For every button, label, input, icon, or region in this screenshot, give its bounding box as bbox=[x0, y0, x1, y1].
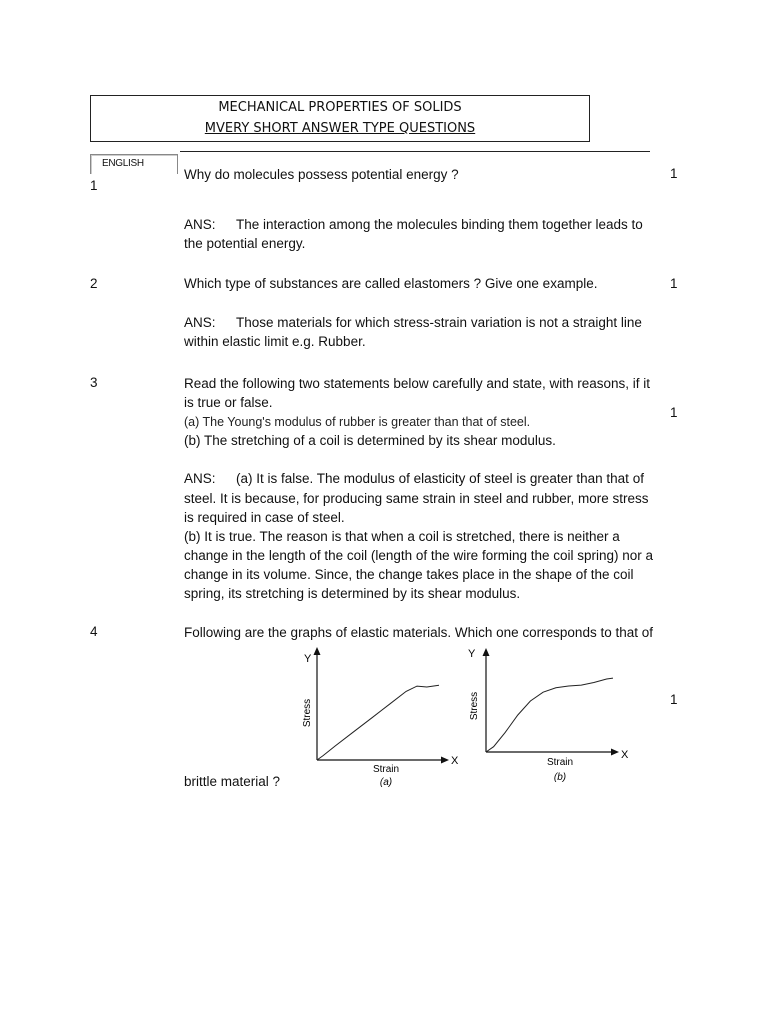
question-text: Why do molecules possess potential energy ? bbox=[184, 167, 459, 182]
chart-b-ylabel: Stress bbox=[469, 691, 480, 721]
chart-a-x-arrow bbox=[441, 757, 449, 764]
question-number: 4 bbox=[90, 624, 98, 639]
chart-b-caption: (b) bbox=[553, 772, 567, 783]
answer-text: the potential energy. bbox=[184, 236, 306, 251]
header-rule bbox=[180, 151, 650, 152]
chart-b-y-arrow bbox=[483, 648, 490, 656]
document-title: MECHANICAL PROPERTIES OF SOLIDS bbox=[218, 100, 462, 115]
question-text: Which type of substances are called elastomers ? Give one example. bbox=[184, 276, 598, 291]
chart-a-y-arrow bbox=[314, 647, 321, 655]
language-tab-label: ENGLISH bbox=[102, 158, 144, 169]
document-subtitle: MVERY SHORT ANSWER TYPE QUESTIONS bbox=[204, 121, 476, 136]
question-number: 3 bbox=[90, 375, 98, 390]
answer-text: within elastic limit e.g. Rubber. bbox=[184, 334, 366, 349]
question-text: Following are the graphs of elastic materials. Which one corresponds to that of bbox=[184, 625, 653, 640]
chart-b bbox=[468, 648, 629, 783]
answer-text: spring, its stretching is determined by its shear modulus. bbox=[184, 586, 521, 601]
chart-a bbox=[302, 647, 459, 788]
answer-text: is required in case of steel. bbox=[184, 510, 345, 525]
answer-line bbox=[184, 215, 664, 235]
answer-line bbox=[184, 313, 664, 333]
chart-a-curve bbox=[317, 685, 439, 760]
answer-text: change in the length of the coil (length of the wire forming the coil spring) nor a bbox=[184, 548, 654, 563]
answer-text: (b) It is true. The reason is that when a coil is stretched, there is neither a bbox=[184, 529, 620, 544]
answer-text: Those materials for which stress-strain variation is not a straight line bbox=[236, 315, 642, 330]
answer-text: The interaction among the molecules binding them together leads to bbox=[236, 217, 643, 232]
question-text: Read the following two statements below carefully and state, with reasons, if it bbox=[184, 376, 650, 391]
chart-b-x-letter: X bbox=[621, 749, 629, 761]
question-text: is true or false. bbox=[184, 395, 273, 410]
chart-a-x-letter: X bbox=[451, 755, 459, 767]
answer-label: ANS: bbox=[184, 217, 216, 232]
chart-a-xlabel: Strain bbox=[372, 764, 400, 775]
question-text: brittle material ? bbox=[184, 774, 281, 789]
question-marks: 1 bbox=[670, 692, 678, 707]
statement-a: (a) The Young's modulus of rubber is greater than that of steel. bbox=[184, 415, 531, 429]
question-marks: 1 bbox=[670, 276, 678, 291]
answer-label: ANS: bbox=[184, 471, 216, 486]
question-marks: 1 bbox=[670, 405, 678, 420]
question-marks: 1 bbox=[670, 166, 678, 181]
answer-line bbox=[184, 469, 664, 489]
chart-b-y-letter: Y bbox=[468, 648, 476, 660]
stress-strain-charts bbox=[280, 640, 660, 800]
chart-b-xlabel: Strain bbox=[546, 757, 574, 768]
chart-a-ylabel: Stress bbox=[302, 698, 313, 728]
language-tab[interactable] bbox=[90, 154, 178, 174]
question-number: 1 bbox=[90, 178, 98, 193]
chart-a-y-letter: Y bbox=[304, 653, 312, 665]
statement-b: (b) The stretching of a coil is determined by its shear modulus. bbox=[184, 433, 556, 448]
answer-text: change in its volume. Since, the change takes place in the shape of the coil bbox=[184, 567, 634, 582]
title-box bbox=[90, 95, 590, 142]
answer-text: (a) It is false. The modulus of elasticity of steel is greater than that of bbox=[236, 471, 644, 486]
question-number: 2 bbox=[90, 276, 98, 291]
chart-b-x-arrow bbox=[611, 749, 619, 756]
chart-b-curve bbox=[486, 678, 613, 752]
chart-a-caption: (a) bbox=[379, 777, 393, 788]
answer-text: steel. It is because, for producing same strain in steel and rubber, more stress bbox=[184, 491, 649, 506]
answer-label: ANS: bbox=[184, 315, 216, 330]
